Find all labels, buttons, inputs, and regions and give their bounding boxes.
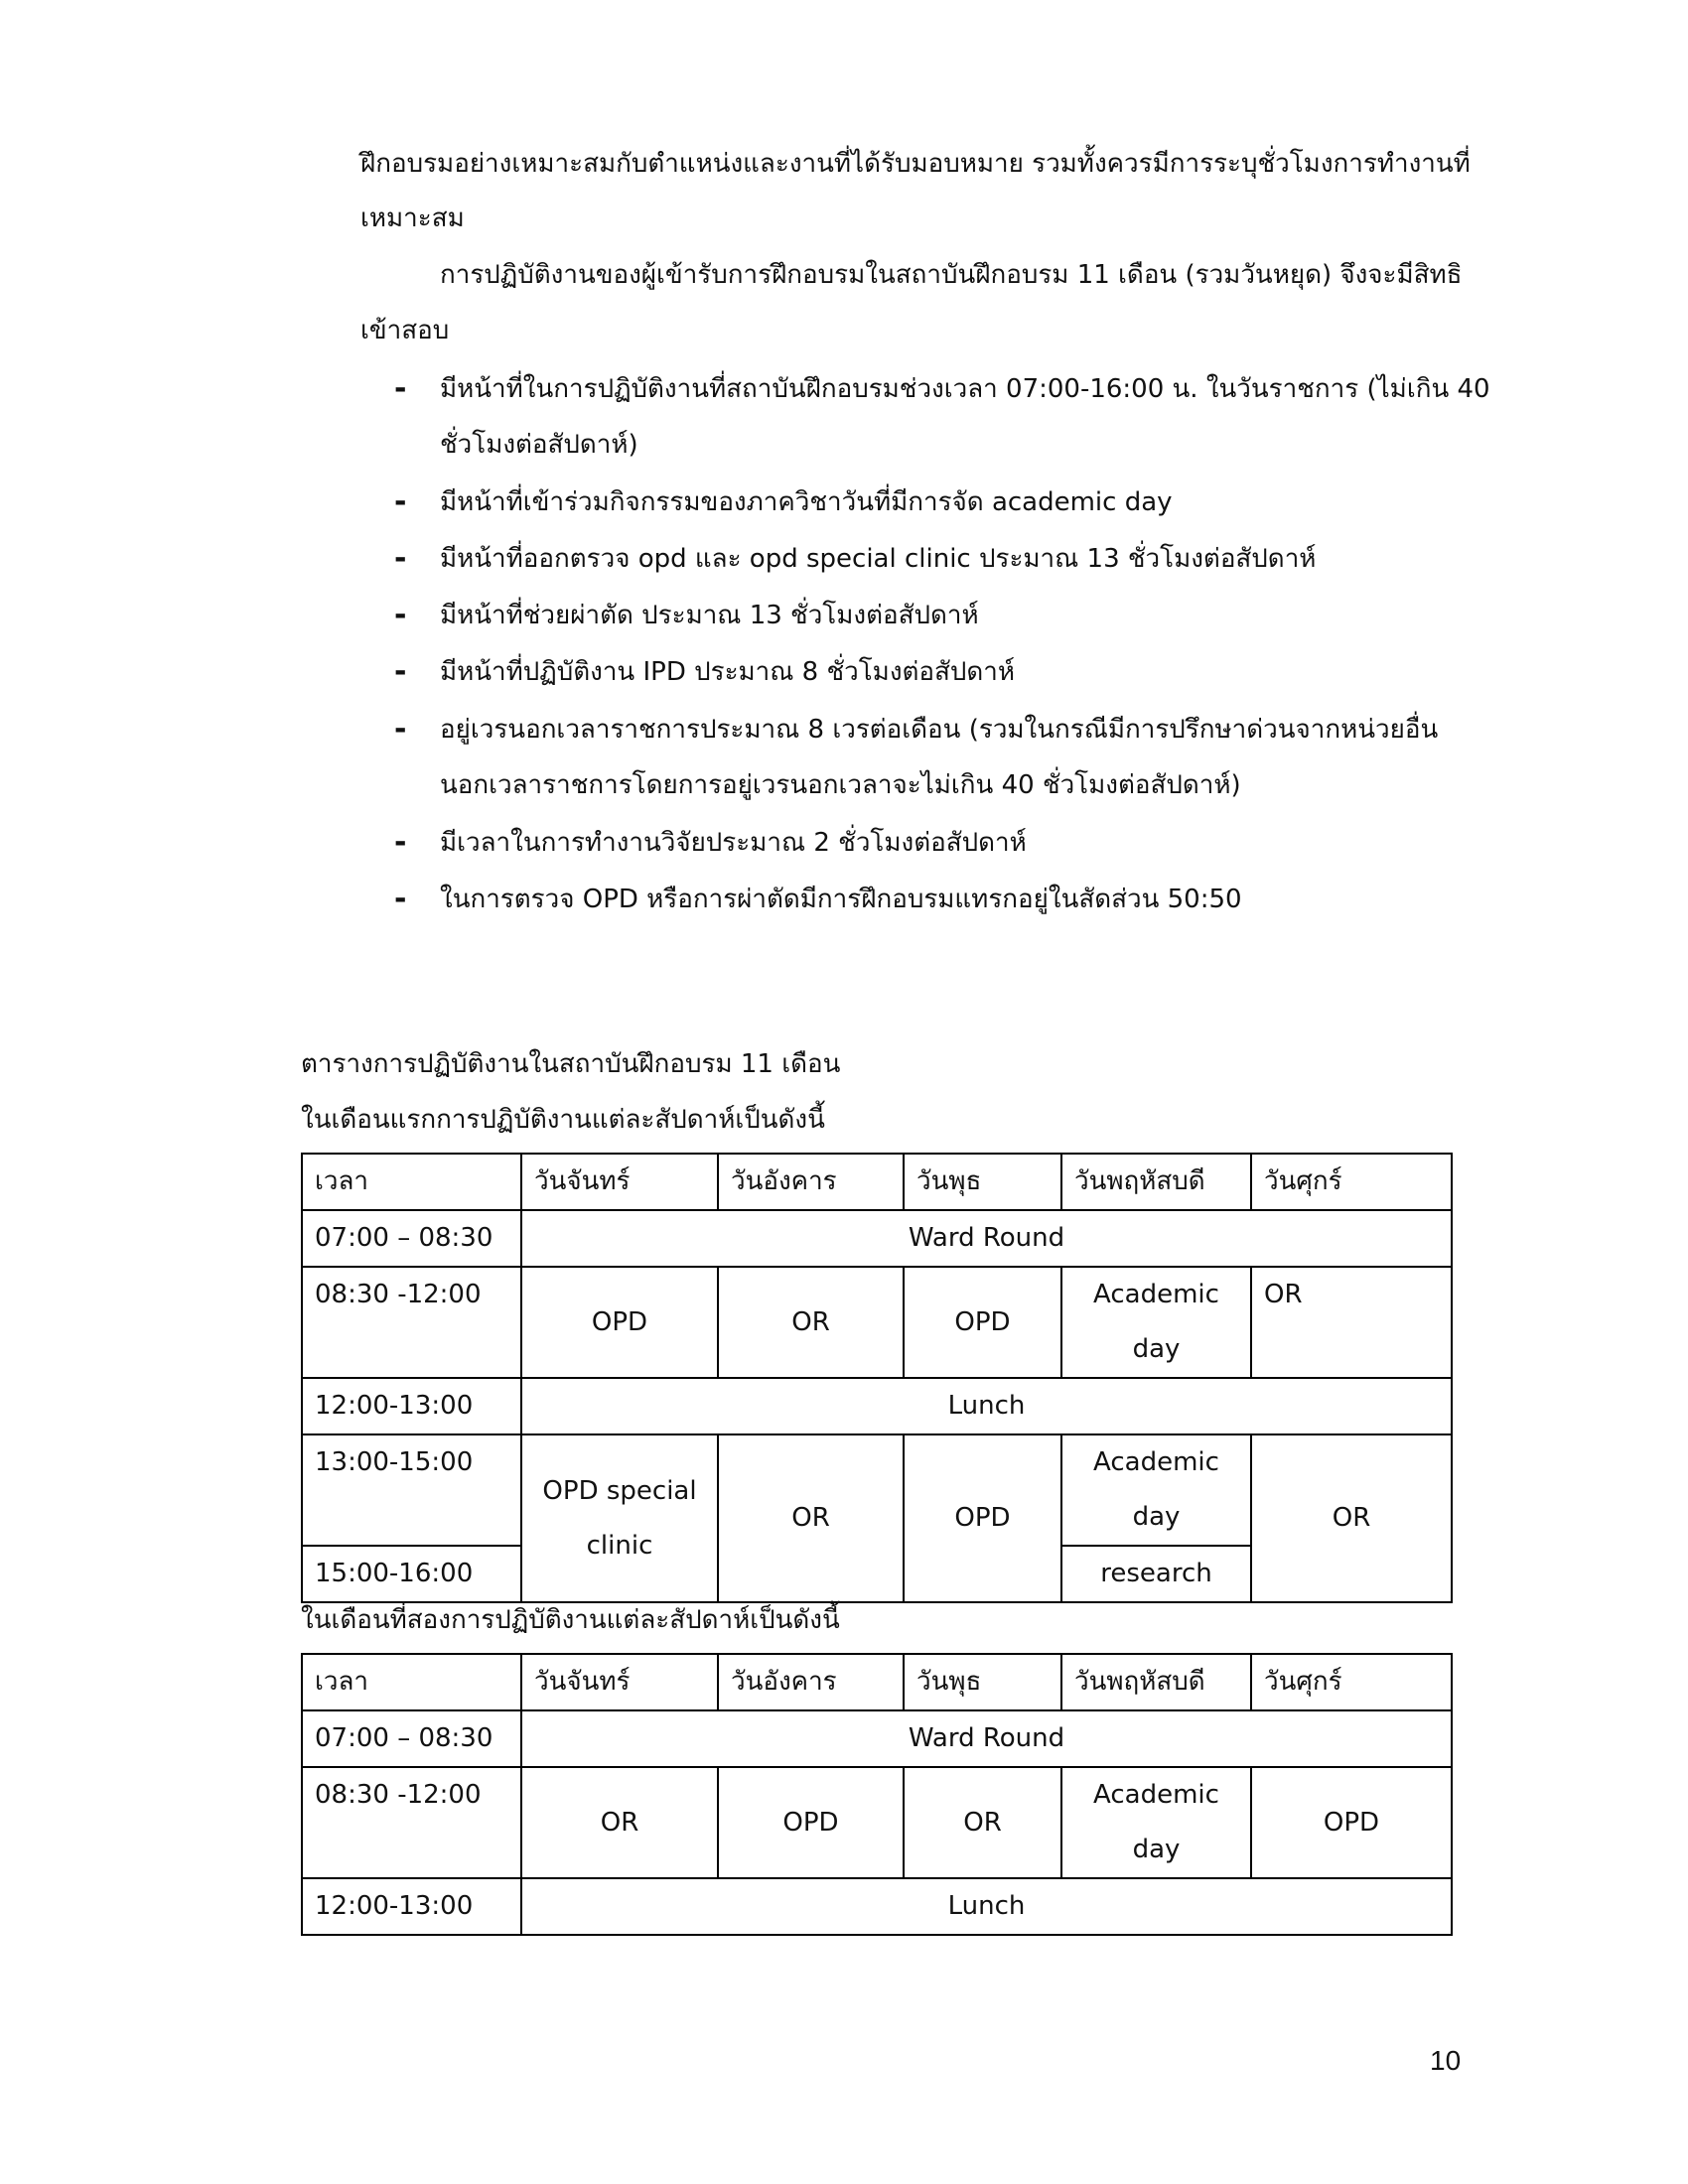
bullet-dash: - xyxy=(394,371,407,406)
schedule-cell: Academic day xyxy=(1061,1767,1251,1878)
header-cell: เวลา xyxy=(302,1654,521,1710)
header-cell: วันจันทร์ xyxy=(521,1654,718,1710)
paragraph-1-line-1: ฝึกอบรมอย่างเหมาะสมกับตำแหน่งและงานที่ได้รับมอบหมาย รวมทั้งควรมีการระบุชั่วโมงการทำงานที่ xyxy=(360,149,1471,179)
time-cell: 08:30 -12:00 xyxy=(302,1267,521,1378)
month-1-caption: ในเดือนแรกการปฏิบัติงานแต่ละสัปดาห์เป็นดังนี้ xyxy=(301,1105,825,1135)
bullet-dash: - xyxy=(394,712,407,747)
paragraph-1-line-2: เหมาะสม xyxy=(360,204,465,233)
header-cell: วันพุธ xyxy=(904,1154,1061,1210)
header-cell: วันพุธ xyxy=(904,1654,1061,1710)
bullet-dash: - xyxy=(394,541,407,576)
header-cell: เวลา xyxy=(302,1154,521,1210)
month-1-schedule-table xyxy=(301,1153,1453,1603)
header-cell: วันศุกร์ xyxy=(1251,1654,1452,1710)
ward-round-cell: Ward Round xyxy=(521,1710,1452,1767)
schedule-cell: OPD special clinic xyxy=(521,1434,718,1602)
table-row xyxy=(302,1378,1452,1434)
schedule-cell: OPD xyxy=(1251,1767,1452,1878)
schedule-cell: OR xyxy=(904,1767,1061,1878)
time-cell: 08:30 -12:00 xyxy=(302,1767,521,1878)
bullet-6-line-1: อยู่เวรนอกเวลาราชการประมาณ 8 เวรต่อเดือน (รวมในกรณีมีการปรึกษาด่วนจากหน่วยอื่น xyxy=(440,715,1439,745)
bullet-5: มีหน้าที่ปฏิบัติงาน IPD ประมาณ 8 ชั่วโมงต่อสัปดาห์ xyxy=(440,657,1016,687)
table-row xyxy=(302,1210,1452,1267)
schedule-cell: OR xyxy=(718,1267,904,1378)
table-row xyxy=(302,1267,1452,1378)
lunch-cell: Lunch xyxy=(521,1878,1452,1935)
paragraph-2-line-2: เข้าสอบ xyxy=(360,316,450,345)
ward-round-cell: Ward Round xyxy=(521,1210,1452,1267)
bullet-2: มีหน้าที่เข้าร่วมกิจกรรมของภาควิชาวันที่มีการจัด academic day xyxy=(440,487,1173,517)
month-2-schedule-table xyxy=(301,1653,1453,1936)
month-2-caption: ในเดือนที่สองการปฏิบัติงานแต่ละสัปดาห์เป็นดังนี้ xyxy=(301,1605,840,1635)
schedule-cell: Academic day xyxy=(1061,1267,1251,1378)
time-cell: 12:00-13:00 xyxy=(302,1378,521,1434)
header-cell: วันศุกร์ xyxy=(1251,1154,1452,1210)
table-header-row xyxy=(302,1154,1452,1210)
bullet-4: มีหน้าที่ช่วยผ่าตัด ประมาณ 13 ชั่วโมงต่อสัปดาห์ xyxy=(440,601,979,630)
schedule-cell: Academic day xyxy=(1061,1434,1251,1546)
bullet-7: มีเวลาในการทำงานวิจัยประมาณ 2 ชั่วโมงต่อสัปดาห์ xyxy=(440,828,1027,858)
schedule-cell: OPD xyxy=(521,1267,718,1378)
bullet-dash: - xyxy=(394,825,407,860)
bullet-3: มีหน้าที่ออกตรวจ opd และ opd special clinic ประมาณ 13 ชั่วโมงต่อสัปดาห์ xyxy=(440,544,1317,574)
header-cell: วันจันทร์ xyxy=(521,1154,718,1210)
table-row xyxy=(302,1878,1452,1935)
time-cell: 12:00-13:00 xyxy=(302,1878,521,1935)
schedule-cell: OR xyxy=(1251,1434,1452,1602)
bullet-8: ในการตรวจ OPD หรือการผ่าตัดมีการฝึกอบรมแทรกอยู่ในสัดส่วน 50:50 xyxy=(440,885,1242,914)
table-header-row xyxy=(302,1654,1452,1710)
schedule-cell: OPD xyxy=(718,1767,904,1878)
schedule-cell: OR xyxy=(1251,1267,1452,1378)
bullet-1-line-2: ชั่วโมงต่อสัปดาห์) xyxy=(440,430,638,460)
schedule-cell: OR xyxy=(718,1434,904,1602)
bullet-dash: - xyxy=(394,484,407,519)
time-cell: 15:00-16:00 xyxy=(302,1546,521,1602)
table-row xyxy=(302,1710,1452,1767)
time-cell: 13:00-15:00 xyxy=(302,1434,521,1546)
bullet-dash: - xyxy=(394,598,407,632)
schedule-title: ตารางการปฏิบัติงานในสถาบันฝึกอบรม 11 เดือน xyxy=(301,1049,841,1079)
bullet-dash: - xyxy=(394,882,407,916)
page-number: 10 xyxy=(1430,2045,1462,2076)
header-cell: วันพฤหัสบดี xyxy=(1061,1154,1251,1210)
bullet-6-line-2: นอกเวลาราชการโดยการอยู่เวรนอกเวลาจะไม่เกิน 40 ชั่วโมงต่อสัปดาห์) xyxy=(440,770,1241,800)
schedule-cell: OPD xyxy=(904,1267,1061,1378)
time-cell: 07:00 – 08:30 xyxy=(302,1210,521,1267)
schedule-cell: research xyxy=(1061,1546,1251,1602)
header-cell: วันพฤหัสบดี xyxy=(1061,1654,1251,1710)
bullet-1-line-1: มีหน้าที่ในการปฏิบัติงานที่สถาบันฝึกอบรมช่วงเวลา 07:00-16:00 น. ในวันราชการ (ไม่เกิน 40 xyxy=(440,374,1490,404)
header-cell: วันอังคาร xyxy=(718,1654,904,1710)
lunch-cell: Lunch xyxy=(521,1378,1452,1434)
schedule-cell: OR xyxy=(521,1767,718,1878)
paragraph-2-line-1: การปฏิบัติงานของผู้เข้ารับการฝึกอบรมในสถาบันฝึกอบรม 11 เดือน (รวมวันหยุด) จึงจะมีสิทธิ xyxy=(440,260,1463,290)
table-row xyxy=(302,1767,1452,1878)
header-cell: วันอังคาร xyxy=(718,1154,904,1210)
time-cell: 07:00 – 08:30 xyxy=(302,1710,521,1767)
bullet-dash: - xyxy=(394,654,407,689)
schedule-cell: OPD xyxy=(904,1434,1061,1602)
table-row xyxy=(302,1434,1452,1546)
